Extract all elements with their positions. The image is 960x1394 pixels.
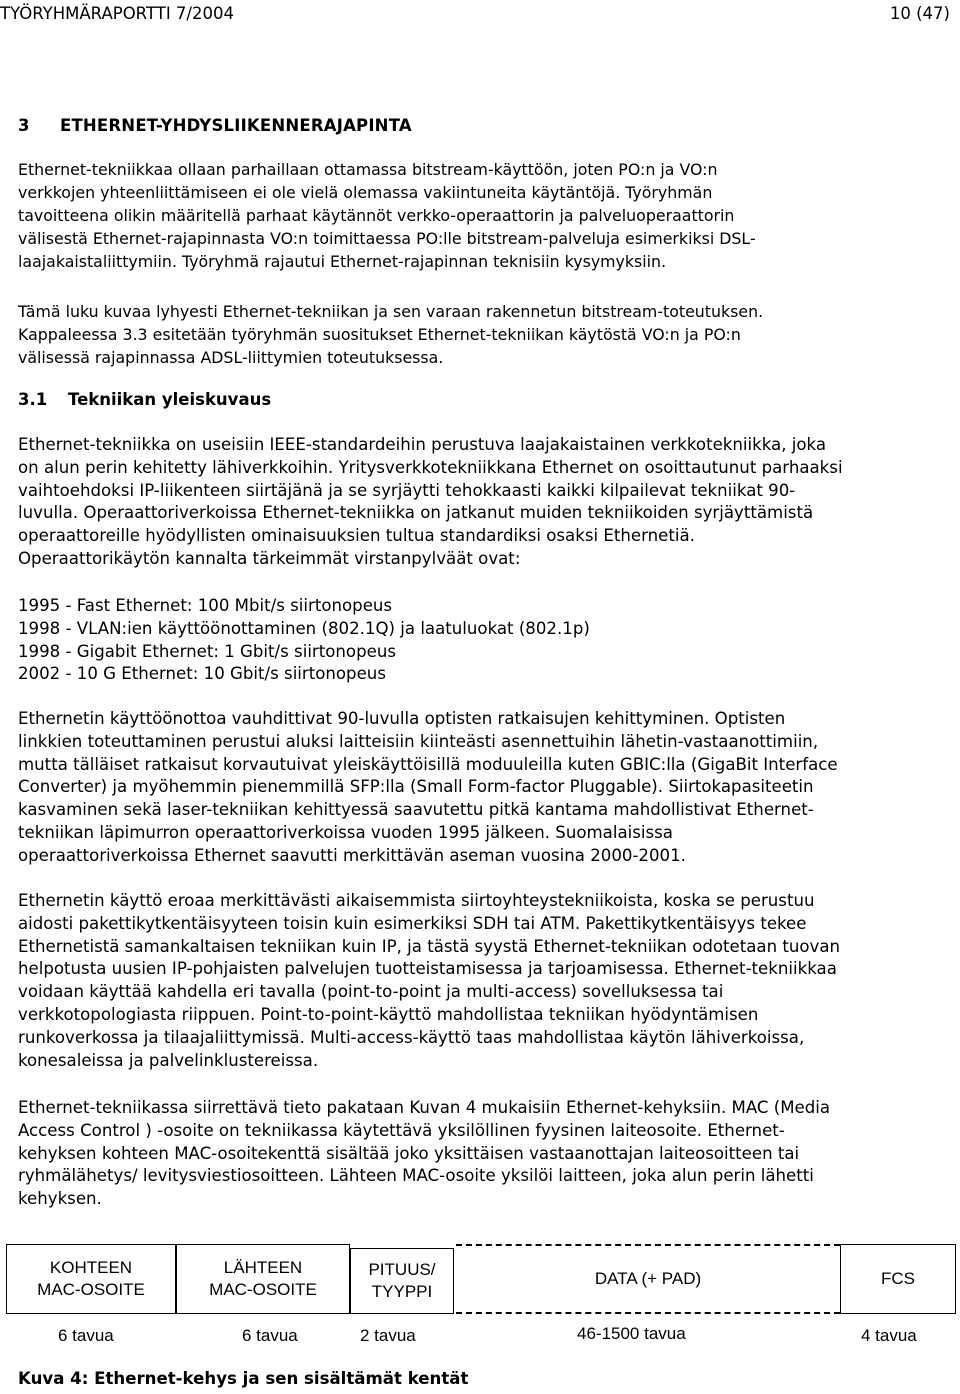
text-line: Ethernetistä samankaltaisen tekniikan kuin IP, ja tästä syystä Ethernet-tekniikan odotetaan tuovan <box>18 936 841 956</box>
intro-paragraph-1 <box>18 158 943 273</box>
list-item: 1998 - VLAN:ien käyttöönottaminen (802.1Q) ja laatuluokat (802.1p) <box>18 618 590 638</box>
text-line: kehyksen. <box>18 1189 102 1209</box>
text-line: välisessä rajapinnassa ADSL-liittymien toteutuksessa. <box>18 348 444 367</box>
paragraph-frames <box>18 1097 948 1211</box>
field-label: LÄHTEEN <box>223 1258 303 1277</box>
milestone-list <box>18 595 590 686</box>
text-line: Ethernet-tekniikka on useisiin IEEE-standardeihin perustuva laajakaistainen verkkotekniikka, joka <box>18 435 827 454</box>
field-label: TYYPPI <box>371 1282 433 1301</box>
text-line: Ethernet-tekniikkaa ollaan parhaillaan ottamassa bitstream-käyttöön, joten PO:n ja VO:n <box>18 160 718 179</box>
ethernet-frame-diagram <box>0 1236 960 1356</box>
paragraph-overview <box>18 434 948 571</box>
page-header <box>0 4 960 26</box>
size-destination-mac: 6 tavua <box>58 1326 114 1345</box>
size-fcs: 4 tavua <box>861 1326 917 1345</box>
text-line: operaattoriverkoissa Ethernet saavutti merkittävän aseman vuosina 2000-2001. <box>18 845 686 865</box>
text-line: laajakaistaliittymiin. Työryhmä rajautui Ethernet-rajapinnan teknisiin kysymyksiin. <box>18 252 667 271</box>
text-line: helpotusta uusien IP-pohjaisten palvelujen tuotteistamisessa ja tarjoamisessa. Ethernet-tekniikkaa <box>18 959 837 979</box>
size-length-type: 2 tavua <box>360 1326 416 1345</box>
field-label: MAC-OSOITE <box>37 1280 145 1299</box>
text-line: tekniikan läpimurron operaattoriverkoissa vuoden 1995 jälkeen. Suomalaisissa <box>18 822 673 842</box>
report-title: TYÖRYHMÄRAPORTTI 7/2004 <box>0 4 234 23</box>
field-label: MAC-OSOITE <box>209 1280 317 1299</box>
figure-caption: Kuva 4: Ethernet-kehys ja sen sisältämät kentät <box>18 1369 469 1388</box>
intro-paragraph-2 <box>18 300 943 369</box>
paragraph-packet-switching <box>18 890 948 1072</box>
list-item: 1998 - Gigabit Ethernet: 1 Gbit/s siirtonopeus <box>18 641 396 661</box>
text-line: voidaan käyttää kahdella eri tavalla (point-to-point ja multi-access) sovelluksessa tai <box>18 982 724 1002</box>
text-line: verkkotopologiasta riippuen. Point-to-point-käyttö mahdollistaa tekniikan hyödyntämisen <box>18 1004 759 1024</box>
text-line: aidosti pakettikytkentäisyyteen toisin kuin esimerkiksi SDH tai ATM. Pakettikytkentäisyys tekee <box>18 913 807 933</box>
field-label: PITUUS/ <box>368 1260 436 1279</box>
text-line: Ethernetin käyttö eroaa merkittävästi aikaisemmista siirtoyhteystekniikoista, koska se perustuu <box>18 891 815 910</box>
list-item: 1995 - Fast Ethernet: 100 Mbit/s siirtonopeus <box>18 596 393 615</box>
text-line: ryhmälähetys/ levitysviestiosoitteen. Lähteen MAC-osoite yksilöi laitteen, joka alun perin lähetti <box>18 1166 814 1186</box>
field-label: DATA (+ PAD) <box>594 1269 702 1288</box>
text-line: on alun perin kehitetty lähiverkkoihin. Yritysverkkotekniikkana Ethernet on osoittautunut parhaaksi <box>18 457 843 477</box>
section-number: 3 <box>18 116 30 135</box>
text-line: Kappaleessa 3.3 esitetään työryhmän suositukset Ethernet-tekniikan käytöstä VO:n ja PO:n <box>18 325 741 344</box>
field-label: FCS <box>881 1269 915 1288</box>
text-line: välisestä Ethernet-rajapinnasta VO:n toimittaessa PO:lle bitstream-palveluja esimerkiksi DSL- <box>18 229 756 248</box>
text-line: luvulla. Operaattoriverkoissa Ethernet-tekniikka on jatkanut muiden tekniikoiden syrjäyttämistä <box>18 503 814 523</box>
text-line: runkoverkossa ja tilaajaliittymissä. Multi-access-käyttö taas mahdollistaa käytön lähiverkoissa, <box>18 1027 805 1047</box>
text-line: mutta tälläiset ratkaisut korvautuivat yleiskäyttöisillä moduuleilla kuten GBIC:lla (GigaBit Interface <box>18 754 838 774</box>
data-field-bottom-edge <box>456 1312 840 1314</box>
text-line: Access Control ) -osoite on tekniikassa käytettävä yksilöllinen fyysinen laiteosoite. Ethernet- <box>18 1120 785 1140</box>
frame-field-source-mac <box>176 1244 350 1314</box>
paragraph-optical <box>18 708 948 868</box>
frame-field-data <box>456 1246 840 1312</box>
text-line: kasvaminen sekä laser-tekniikan kehittyessä saavutettu pitkä kantama mahdollistivat Ethernet- <box>18 800 814 820</box>
text-line: Ethernetin käyttöönottoa vauhdittivat 90-luvulla optisten ratkaisujen kehittyminen. Optisten <box>18 709 786 728</box>
text-line: Converter) ja myöhemmin pienemmillä SFP:lla (Small Form-factor Pluggable). Siirtokapasiteetin <box>18 777 814 797</box>
size-source-mac: 6 tavua <box>242 1326 298 1345</box>
frame-field-length-type <box>350 1248 454 1314</box>
frame-field-fcs <box>840 1244 956 1314</box>
text-line: Ethernet-tekniikassa siirrettävä tieto pakataan Kuvan 4 mukaisiin Ethernet-kehyksiin. MAC (Media <box>18 1098 831 1117</box>
field-label: KOHTEEN <box>49 1258 133 1277</box>
size-data: 46-1500 tavua <box>577 1324 686 1343</box>
frame-field-destination-mac <box>6 1244 176 1314</box>
section-number: 3.1 <box>18 390 48 409</box>
text-line: tavoitteena olikin määritellä parhaat käytännöt verkko-operaattorin ja palveluoperaattorin <box>18 206 735 225</box>
section-3-heading <box>18 116 412 135</box>
text-line: verkkojen yhteenliittämiseen ei ole vielä olemassa vakiintuneita käytäntöjä. Työryhmän <box>18 183 713 202</box>
text-line: operaattoreille hyödyllisten ominaisuuksien tultua standardiksi osaksi Ethernetiä. <box>18 526 695 546</box>
text-line: kehyksen kohteen MAC-osoitekenttä sisältää joko yksittäisen vastaanottajan laiteosoitteen tai <box>18 1143 800 1163</box>
list-item: 2002 - 10 G Ethernet: 10 Gbit/s siirtonopeus <box>18 664 386 684</box>
section-3-1-heading <box>18 390 271 409</box>
text-line: konesaleissa ja palvelinklustereissa. <box>18 1050 319 1070</box>
text-line: Operaattorikäytön kannalta tärkeimmät virstanpylväät ovat: <box>18 548 521 568</box>
text-line: linkkien toteuttaminen perustui aluksi laitteisiin kiinteästi asennettuihin lähetin-vastaanottimiin, <box>18 731 819 751</box>
text-line: Tämä luku kuvaa lyhyesti Ethernet-tekniikan ja sen varaan rakennetun bitstream-toteutuksen. <box>18 302 764 321</box>
text-line: vaihtoehdoksi IP-liikenteen siirtäjänä ja se syrjäytti tehokkaasti kaikki kilpailevat tekniikat 90- <box>18 480 796 500</box>
section-title: Tekniikan yleiskuvaus <box>68 390 272 409</box>
section-title: ETHERNET-YHDYSLIIKENNERAJAPINTA <box>60 116 412 135</box>
page-number: 10 (47) <box>889 4 950 23</box>
